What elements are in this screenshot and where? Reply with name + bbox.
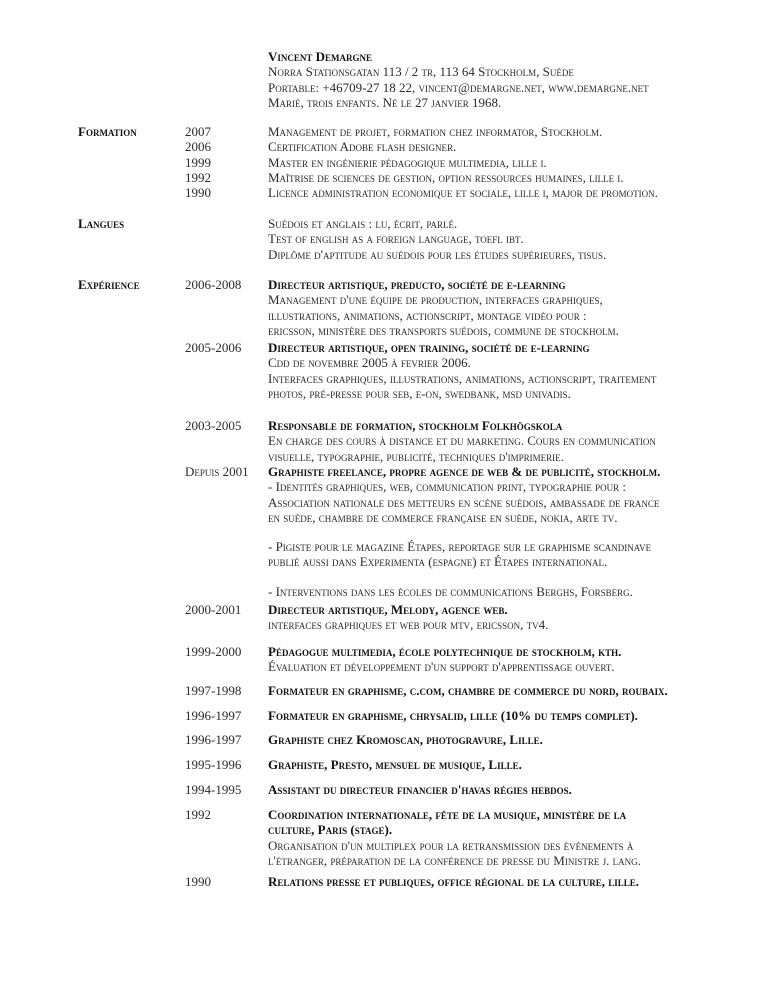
experience-entry <box>268 464 660 599</box>
experience-years: 1999-2000 <box>185 644 242 659</box>
experience-title: Pédagogue multimedia, école polytechnique de stockholm, kth. <box>268 644 622 659</box>
experience-description <box>268 584 660 599</box>
experience-description <box>268 539 660 570</box>
experience-title: Graphiste chez Kromoscan, photogravure, Lille. <box>268 732 543 747</box>
experience-years: 1995-1996 <box>185 757 242 772</box>
description-line: en suède, chambre de commerce française en suède, nokia, arte tv. <box>268 509 618 525</box>
formation-item: Management de projet, formation chez informator, Stockholm. <box>268 124 603 139</box>
description-line: publié aussi dans Experimenta (espagne) et Étapes international. <box>268 554 608 570</box>
description-line: En charge des cours à distance et du marketing. Cours en communication <box>268 433 656 449</box>
experience-title: Responsable de formation, stockholm Folkhögskola <box>268 418 563 433</box>
experience-title: Coordination internationale, fête de la musique, ministère de la <box>268 807 627 822</box>
experience-years: 1990 <box>185 874 211 889</box>
formation-item: Maîtrise de sciences de gestion, option ressources humaines, lille i. <box>268 169 624 185</box>
experience-years: 1992 <box>185 807 211 822</box>
langues-list <box>268 216 606 262</box>
formation-year: 1992 <box>185 169 211 185</box>
experience-title: Graphiste freelance, propre agence de web & de publicité, stockholm. <box>268 464 661 479</box>
description-line: Cdd de novembre 2005 à fevrier 2006. <box>268 355 471 371</box>
experience-title: Graphiste, Presto, mensuel de musique, Lille. <box>268 757 522 772</box>
experience-years: 1996-1997 <box>185 732 242 747</box>
person-name: Vincent Demargne <box>268 49 373 64</box>
formation-year: 1990 <box>185 185 211 201</box>
experience-years: 1997-1998 <box>185 683 242 698</box>
personal-info: Marié, trois enfants. Né le 27 janvier 1968. <box>268 94 502 110</box>
formation-year: 2007 <box>185 124 211 139</box>
experience-years: 1996-1997 <box>185 708 242 723</box>
experience-years: 2006-2008 <box>185 277 242 292</box>
description-line: Interfaces graphiques, illustrations, animations, actionscript, traitement <box>268 370 657 386</box>
description-line: interfaces graphiques et web pour mtv, ericsson, tv4. <box>268 617 549 633</box>
cv-header <box>268 49 649 110</box>
description-line: ericsson, ministère des transports suédois, commune de stockholm. <box>268 322 619 338</box>
formation-list <box>268 124 658 200</box>
description-line: - Interventions dans les écoles de communications Berghs, Forsberg. <box>268 583 633 599</box>
experience-years: 2000-2001 <box>185 602 242 617</box>
description-line: Association nationale des metteurs en scène suédois, ambassade de france <box>268 494 660 510</box>
experience-title: Directeur artistique, open training, société de e-learning <box>268 340 590 355</box>
description-line: Management d'une équipe de production, interfaces graphiques, <box>268 292 603 308</box>
formation-year: 2006 <box>185 139 211 155</box>
experience-description <box>268 659 621 674</box>
experience-description <box>268 433 656 464</box>
experience-years: 2005-2006 <box>185 340 242 355</box>
description-line: Organisation d'un multiplex pour la retransmission des évènements à <box>268 837 634 853</box>
experience-entry <box>268 732 543 747</box>
experience-title: Formateur en graphisme, chrysalid, lille (10% du temps complet). <box>268 708 638 723</box>
language-item: Diplôme d'aptitude au suédois pour les études supérieures, tisus. <box>268 246 607 262</box>
formation-years <box>185 124 211 200</box>
experience-entry <box>268 874 639 889</box>
description-line: - Pigiste pour le magazine Étapes, reportage sur le graphisme scandinave <box>268 539 652 555</box>
experience-entry <box>268 418 656 464</box>
experience-title: Relations presse et publiques, office régional de la culture, lille. <box>268 874 639 889</box>
experience-description <box>268 292 619 338</box>
experience-entry <box>268 757 522 772</box>
address: Norra Stationsgatan 113 / 2 tr, 113 64 Stockholm, Suède <box>268 64 574 80</box>
experience-description <box>268 617 548 632</box>
experience-entry <box>268 644 621 675</box>
experience-entry <box>268 277 619 338</box>
description-line: Évaluation et développement d'un support d'apprentissage ouvert. <box>268 659 615 675</box>
contact-info: Portable: +46709-27 18 22, vincent@demargne.net, www.demargne.net <box>268 79 649 95</box>
section-label-langues: Langues <box>78 216 125 231</box>
experience-title: culture, Paris (stage). <box>268 822 393 838</box>
experience-title: Formateur en graphisme, c.com, chambre de commerce du nord, roubaix. <box>268 683 668 698</box>
experience-title: Assistant du directeur financier d'havas régies hebdos. <box>268 782 572 797</box>
description-line: - Identités graphiques, web, communication print, typographie pour : <box>268 479 627 495</box>
formation-item: Licence administration economique et sociale, lille i, major de promotion. <box>268 185 658 201</box>
experience-title: Directeur artistique, Melody, agence web. <box>268 602 508 617</box>
section-label-experience: Expérience <box>78 277 140 292</box>
description-line: photos, pré-presse pour seb, e-on, swedbank, msd univadis. <box>268 385 571 401</box>
formation-item: Master en ingénierie pédagogique multimedia, lille i. <box>268 154 547 170</box>
language-item: Test of english as a foreign language, toefl ibt. <box>268 231 524 247</box>
experience-entry <box>268 683 668 698</box>
experience-entry <box>268 807 641 868</box>
description-line: visuelle, typographie, publicité, techniques d'imprimerie. <box>268 448 564 464</box>
description-line: illustrations, animations, actionscript, montage vidéo pour : <box>268 307 587 323</box>
experience-description <box>268 355 656 401</box>
experience-years: 1994-1995 <box>185 782 242 797</box>
experience-description <box>268 479 660 525</box>
language-item: Suédois et anglais : lu, écrit, parlé. <box>268 216 458 231</box>
experience-entry <box>268 708 638 723</box>
experience-entry <box>268 340 656 401</box>
formation-item: Certification Adobe flash designer. <box>268 139 457 155</box>
experience-entry <box>268 602 548 633</box>
description-line: l'étranger, préparation de la conférence de presse du Ministre j. lang. <box>268 852 641 868</box>
formation-year: 1999 <box>185 154 211 170</box>
experience-entry <box>268 782 572 797</box>
experience-description <box>268 838 641 869</box>
experience-years: Depuis 2001 <box>185 464 249 479</box>
experience-title: Directeur artistique, preducto, société de e-learning <box>268 277 566 292</box>
section-label-formation: Formation <box>78 124 137 139</box>
experience-years: 2003-2005 <box>185 418 242 433</box>
